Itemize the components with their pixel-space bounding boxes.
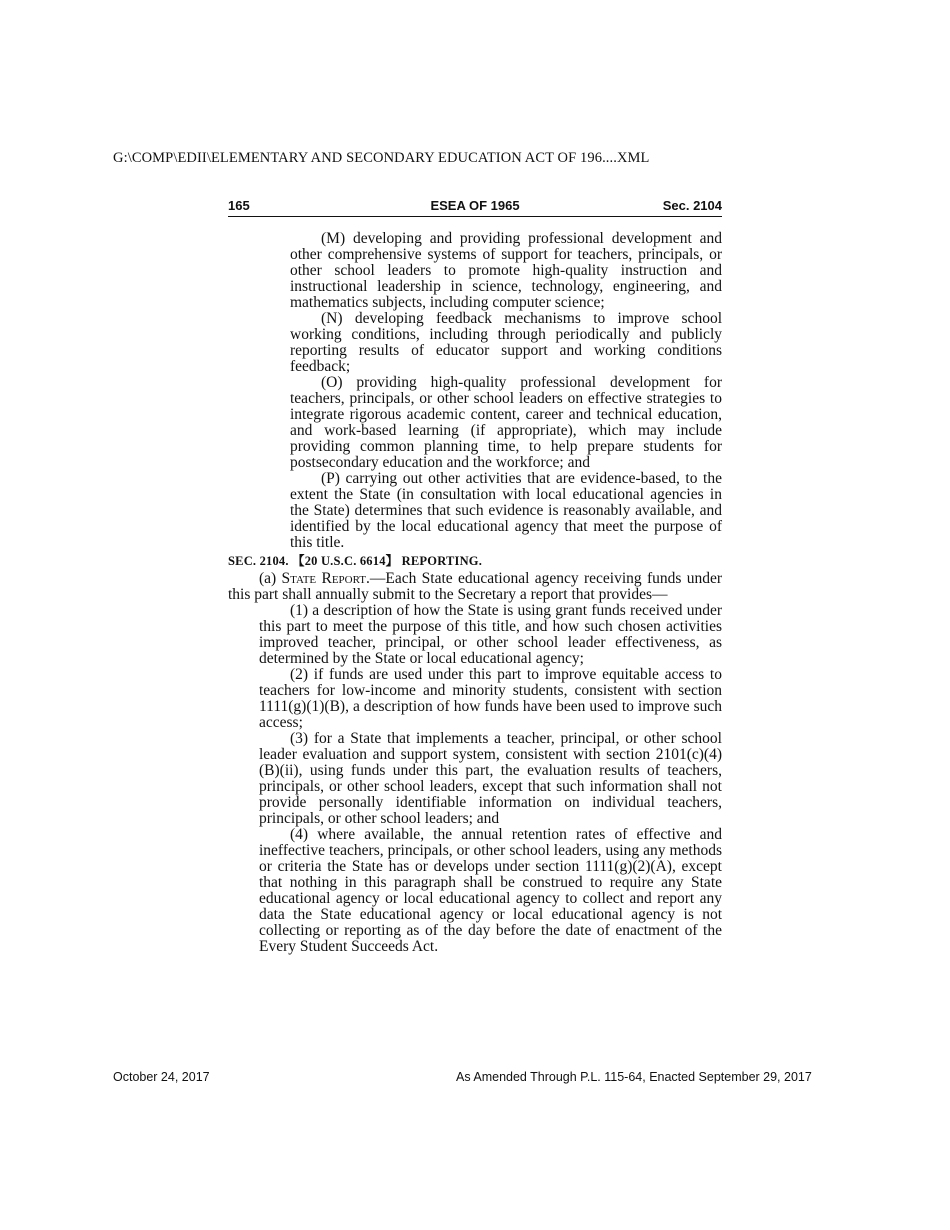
subsection-a-text: .—Each State educational agency receiving funds under this part shall annually submit to the Secretary a report that provides— — [228, 570, 723, 603]
page-number: 165 — [228, 198, 250, 213]
item-p: (P) carrying out other activities that are evidence-based, to the extent the State (in consultation with local educational agencies in the State) determines that such evidence is reasonably available, and identified by the local educational agency that meet the purpose of this title. — [290, 470, 722, 551]
item-n: (N) developing feedback mechanisms to improve school working conditions, including through periodically and publicly reporting results of educator support and working conditions feedback; — [290, 310, 722, 375]
report-item-2: (2) if funds are used under this part to improve equitable access to teachers for low-income and minority students, consistent with section 1111(g)(1)(B), a description of how funds have been used to improve such access; — [259, 666, 722, 731]
item-o: (O) providing high-quality professional development for teachers, principals, or other school leaders on effective strategies to integrate rigorous academic content, career and technical education, and work-based learning (if appropriate), which may include providing common planning time, to help prepare students for postsecondary education and the workforce; and — [290, 374, 722, 471]
file-path: G:\COMP\EDII\ELEMENTARY AND SECONDARY EDUCATION ACT OF 196....XML — [113, 150, 650, 166]
subsection-a-label: (a) — [259, 570, 282, 587]
report-item-3: (3) for a State that implements a teacher, principal, or other school leader evaluation and support system, consistent with section 2101(c)(4)(B)(ii), using funds under this part, the evaluation results of teachers, principals, or other school leaders, except that such information shall not provide personally identifiable information on individual teachers, principals, or other school leaders; and — [259, 730, 722, 827]
section-heading: SEC. 2104. 【20 U.S.C. 6614】 REPORTING. — [228, 554, 483, 568]
header-section: Sec. 2104 — [662, 198, 722, 213]
report-item-1: (1) a description of how the State is using grant funds received under this part to meet the purpose of this title, and how such chosen activities improved teacher, principal, or other school leader effectiveness, as determined by the State or local educational agency; — [259, 602, 722, 667]
document-body — [228, 231, 722, 955]
report-item-4: (4) where available, the annual retention rates of effective and ineffective teachers, principals, or other school leaders, using any methods or criteria the State has or develops under section 1111(g)(2)(A), except that nothing in this paragraph shall be construed to require any State educational agency or local educational agency to collect and report any data the State educational agency or local educational agency is not collecting or reporting as of the day before the date of enactment of the Every Student Succeeds Act. — [259, 826, 722, 955]
running-header — [228, 198, 722, 217]
footer-date: October 24, 2017 — [113, 1070, 210, 1084]
header-title: ESEA OF 1965 — [430, 198, 520, 213]
footer-amended: As Amended Through P.L. 115-64, Enacted September 29, 2017 — [456, 1070, 812, 1084]
subsection-a — [228, 571, 722, 603]
item-m: (M) developing and providing professional development and other comprehensive systems of support for teachers, principals, or other school leaders to promote high-quality instruction and instructional leadership in science, technology, engineering, and mathematics subjects, including computer science; — [290, 230, 722, 311]
subsection-a-caption: State Report — [281, 570, 366, 587]
